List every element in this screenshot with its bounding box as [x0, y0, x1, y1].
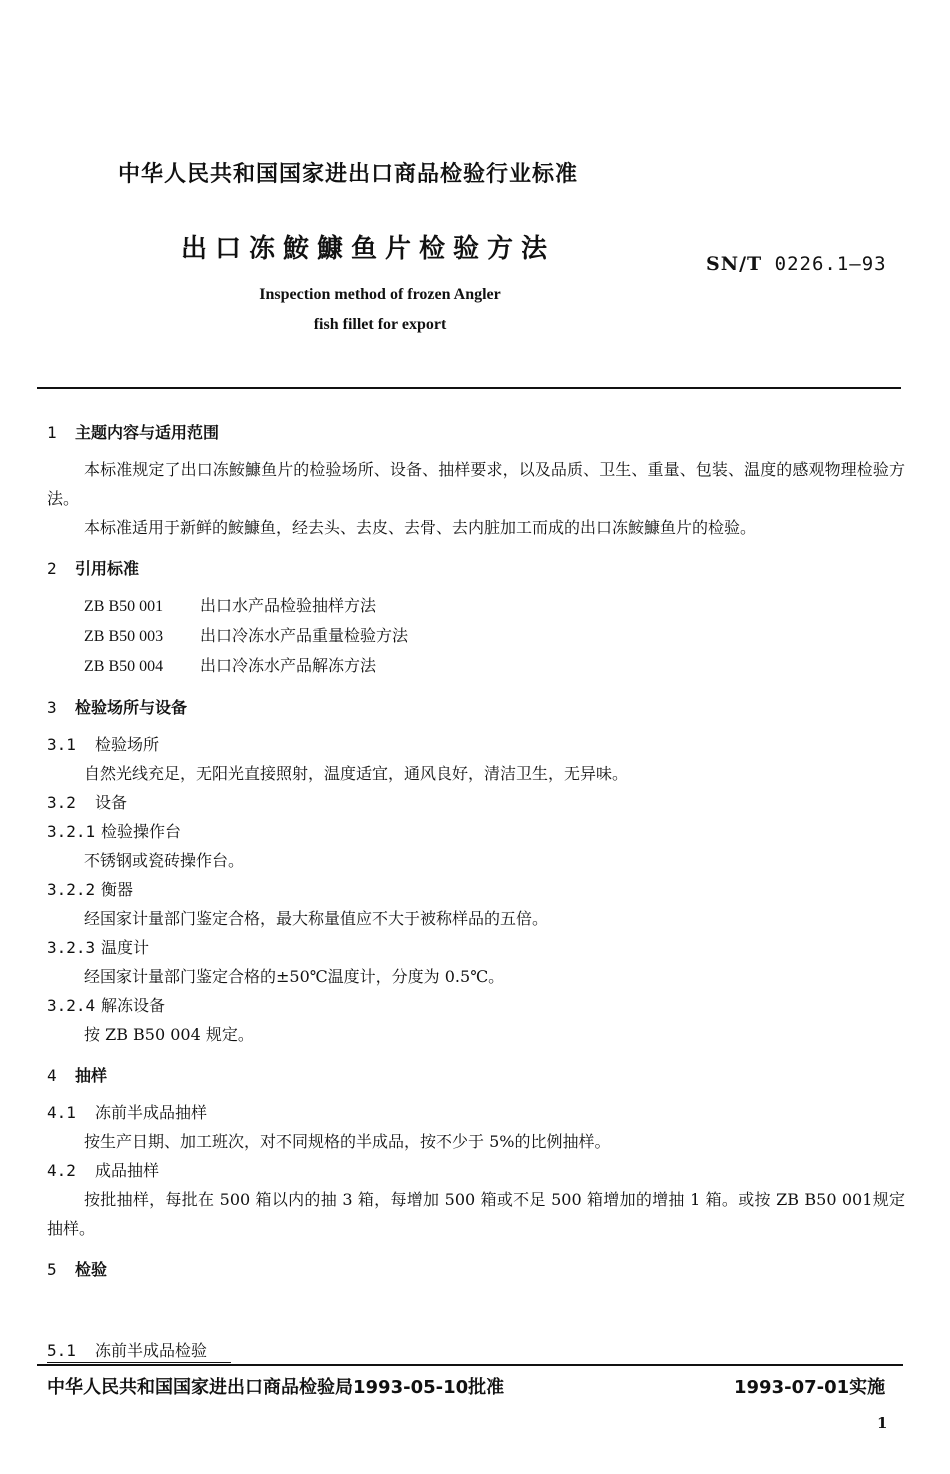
subsection-number: 3.2 — [47, 793, 76, 812]
section-3-title: 检验场所与设备 — [75, 698, 188, 717]
subsection-3-2-3-heading — [47, 933, 905, 962]
subsection-title: 冻前半成品抽样 — [95, 1103, 208, 1122]
section-4-number: 4 — [47, 1066, 57, 1085]
subsection-title: 设备 — [95, 793, 128, 812]
subsection-3-2-4-heading — [47, 991, 905, 1020]
section-3-heading — [47, 693, 905, 722]
subsection-4-1-text: 按生产日期、加工班次，对不同规格的半成品，按不少于 5%的比例抽样。 — [84, 1132, 611, 1151]
section-2-title: 引用标准 — [75, 559, 140, 578]
english-title-line-2: fish fillet for export — [313, 316, 447, 333]
subsection-number: 4.1 — [47, 1103, 76, 1122]
section-2-heading — [47, 554, 905, 583]
reference-item — [47, 651, 905, 681]
footer-rule — [37, 1364, 903, 1366]
section-3-number: 3 — [47, 698, 57, 717]
reference-name: 出口冷冻水产品重量检验方法 — [200, 626, 409, 645]
subsection-number: 3.2.3 — [47, 938, 96, 957]
subsection-title: 衡器 — [101, 880, 134, 899]
subsection-4-2-heading — [47, 1156, 905, 1185]
subsection-number: 3.2.1 — [47, 822, 96, 841]
section-4-title: 抽样 — [75, 1066, 108, 1085]
section-4-heading — [47, 1061, 905, 1090]
subsection-3-1-heading — [47, 730, 905, 759]
subsection-number: 4.2 — [47, 1161, 76, 1180]
standard-code — [706, 253, 887, 275]
subsection-3-2-3-text: 经国家计量部门鉴定合格的±50℃温度计，分度为 0.5℃。 — [84, 967, 505, 986]
subsection-title: 冻前半成品检验 — [95, 1341, 208, 1360]
subsection-3-2-4-text: 按 ZB B50 004 规定。 — [84, 1025, 254, 1044]
subsection-title: 检验操作台 — [101, 822, 182, 841]
subsection-number: 3.2.4 — [47, 996, 96, 1015]
standard-code-prefix: SN/T — [706, 253, 763, 275]
section-1-title: 主题内容与适用范围 — [75, 423, 220, 442]
standard-code-number: 0226.1—93 — [774, 253, 887, 275]
issuing-authority-title: 中华人民共和国国家进出口商品检验行业标准 — [118, 162, 579, 187]
subsection-5-1-heading — [47, 1338, 207, 1361]
implementation-date: 1993-07-01实施 — [734, 1377, 886, 1398]
subsection-title: 解冻设备 — [101, 996, 166, 1015]
subsection-number: 5.1 — [47, 1341, 76, 1360]
english-title-line-1: Inspection method of frozen Angler — [259, 286, 501, 303]
subsection-number: 3.1 — [47, 735, 76, 754]
section-5-number: 5 — [47, 1260, 57, 1279]
subsection-3-2-1-text: 不锈钢或瓷砖操作台。 — [84, 851, 245, 870]
reference-name: 出口水产品检验抽样方法 — [200, 596, 377, 615]
subsection-4-1-heading — [47, 1098, 905, 1127]
section-1-paragraph-1: 本标准规定了出口冻鮟鱇鱼片的检验场所、设备、抽样要求，以及品质、卫生、重量、包装、温度的感观物理检验方法。 — [47, 460, 905, 508]
subsection-3-2-heading — [47, 788, 905, 817]
subsection-3-2-1-heading — [47, 817, 905, 846]
approval-line: 中华人民共和国国家进出口商品检验局1993-05-10批准 — [47, 1377, 505, 1398]
reference-code: ZB B50 004 — [84, 658, 164, 675]
section-5-heading — [47, 1255, 905, 1284]
reference-item — [47, 591, 905, 621]
subsection-3-1-text: 自然光线充足，无阳光直接照射，温度适宜，通风良好，清洁卫生，无异味。 — [84, 764, 629, 783]
subsection-3-2-2-text: 经国家计量部门鉴定合格，最大称量值应不大于被称样品的五倍。 — [84, 909, 549, 928]
section-1-number: 1 — [47, 423, 57, 442]
section-2-number: 2 — [47, 559, 57, 578]
reference-item — [47, 621, 905, 651]
section-1-paragraph-2: 本标准适用于新鲜的鮟鱇鱼，经去头、去皮、去骨、去内脏加工而成的出口冻鮟鱇鱼片的检验。 — [84, 518, 757, 537]
subsection-number: 3.2.2 — [47, 880, 96, 899]
document-title: 出口冻鮟鱇鱼片检验方法 — [181, 234, 556, 264]
subsection-underline — [47, 1362, 231, 1363]
subsection-title: 检验场所 — [95, 735, 160, 754]
subsection-3-2-2-heading — [47, 875, 905, 904]
document-body — [47, 418, 905, 1292]
header-rule — [37, 387, 901, 389]
page-number: 1 — [877, 1414, 888, 1432]
subsection-4-2-text: 按批抽样，每批在 500 箱以内的抽 3 箱，每增加 500 箱或不足 500 箱增加的增抽 1 箱。或按 ZB B50 001规定抽样。 — [47, 1190, 905, 1238]
reference-code: ZB B50 001 — [84, 598, 164, 615]
section-5-title: 检验 — [75, 1260, 108, 1279]
subsection-title: 温度计 — [101, 938, 150, 957]
section-1-heading — [47, 418, 905, 447]
reference-name: 出口冷冻水产品解冻方法 — [200, 656, 377, 675]
subsection-title: 成品抽样 — [95, 1161, 160, 1180]
reference-code: ZB B50 003 — [84, 628, 164, 645]
